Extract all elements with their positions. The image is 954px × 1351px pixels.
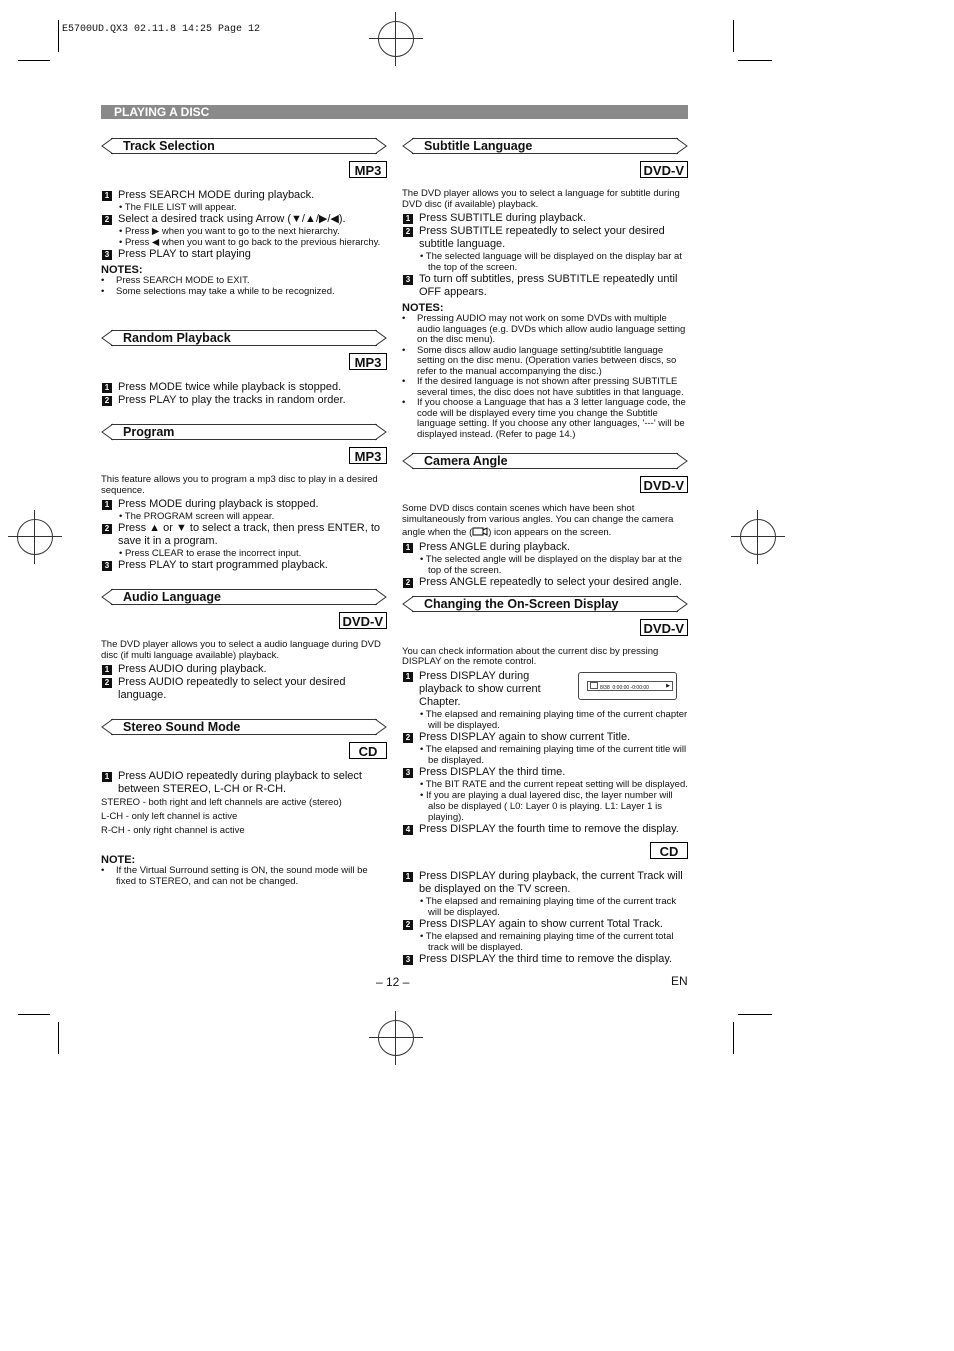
disc-type-badge: DVD-V: [640, 619, 688, 636]
note: • Some selections may take a while to be recognized.: [101, 285, 335, 297]
step: 3 Press DISPLAY the third time.: [402, 766, 688, 779]
section-header: [101, 137, 387, 155]
crop-mark: [18, 60, 50, 61]
notes-heading: NOTES:: [101, 264, 143, 276]
step: 4 Press DISPLAY the fourth time to remove the display.: [402, 823, 688, 836]
header-cap-icon: [676, 452, 688, 470]
section-header: [101, 423, 387, 441]
notes-heading: NOTE:: [101, 854, 136, 866]
step-detail: • The elapsed and remaining playing time of the current total track will be displayed.: [420, 930, 674, 953]
crop-mark: [738, 1014, 772, 1015]
step: 2 Press ▲ or ▼ to select a track, then press ENTER, to save it in a program.: [101, 522, 387, 548]
notes-heading: NOTES:: [402, 302, 444, 314]
step: 1 Press DISPLAY during playback to show current Chapter.: [402, 670, 569, 709]
disc-type-badge: DVD-V: [640, 476, 688, 493]
step: 2 Press ANGLE repeatedly to select your desired angle.: [402, 576, 688, 589]
step: 1 Press SUBTITLE during playback.: [402, 212, 688, 225]
section-header: [402, 137, 688, 155]
note: • Press SEARCH MODE to EXIT.: [101, 275, 250, 286]
registration-mark-icon: [740, 519, 776, 555]
step: 3 Press PLAY to start programmed playback.: [101, 559, 387, 572]
disc-type-badge: MP3: [349, 353, 387, 370]
disc-type-badge: DVD-V: [339, 612, 387, 629]
step-detail: • The PROGRAM screen will appear.: [119, 511, 275, 522]
registration-mark-icon: [378, 1020, 414, 1056]
step-detail: • Press ▶ when you want to go to the next hierarchy.: [119, 226, 340, 237]
step: 1 Press DISPLAY during playback, the current Track will be displayed on the TV screen.: [402, 870, 688, 896]
step: 1 Press SEARCH MODE during playback.: [101, 189, 387, 202]
header-cap-icon: [676, 595, 688, 613]
section-cd-display: [402, 842, 688, 966]
print-id: E5700UD.QX3 02.11.8 14:25 Page 12: [62, 24, 261, 35]
note: • If the desired language is not shown after pressing SUBTITLE several times, the disc does not have subtitles in that language.: [402, 376, 684, 398]
page-number: – 12 –: [376, 975, 410, 989]
section-header: [101, 718, 387, 736]
camera-angle-icon: [472, 525, 488, 536]
section-program: [101, 423, 387, 572]
header-cap-icon: [375, 718, 387, 736]
step-detail: • The BIT RATE and the current repeat setting will be displayed.: [420, 778, 688, 790]
crop-mark: [18, 1014, 50, 1015]
left-column: [101, 137, 387, 887]
note: • Pressing AUDIO may not work on some DVDs with multiple audio languages (e.g. DVDs which allow audio language setting on the disc menu).: [402, 313, 686, 345]
step: 2 Press SUBTITLE repeatedly to select your desired subtitle language.: [402, 225, 688, 251]
page-header: PLAYING A DISC: [101, 105, 688, 119]
disc-type-badge: DVD-V: [640, 161, 688, 178]
disc-type-badge: MP3: [349, 447, 387, 464]
crop-mark: [733, 1022, 734, 1054]
section-title: Camera Angle: [424, 454, 508, 468]
section-on-screen-display: [402, 595, 688, 836]
section-header: [101, 329, 387, 347]
step: 2 Press DISPLAY again to show current Title.: [402, 731, 688, 744]
step: 2 Press DISPLAY again to show current Total Track.: [402, 918, 688, 931]
note: • If the Virtual Surround setting is ON, the sound mode will be fixed to STEREO, and can not be changed.: [101, 865, 368, 887]
registration-mark-icon: [378, 21, 414, 57]
on-screen-display-illustration: 8/38 0:00:00 -0:00:00 ▶: [578, 672, 677, 700]
step: 3 Press DISPLAY the third time to remove the display.: [402, 953, 688, 966]
section-track-selection: [101, 137, 387, 297]
section-header: [101, 588, 387, 606]
step-detail: • The selected angle will be displayed on the display bar at the top of the screen.: [420, 553, 682, 576]
registration-mark-icon: [17, 519, 53, 555]
crop-mark: [58, 1022, 59, 1054]
step: 3 To turn off subtitles, press SUBTITLE repeatedly until OFF appears.: [402, 273, 688, 299]
step-detail: • The selected language will be displayed on the display bar at the top of the screen.: [420, 251, 682, 273]
section-header: [402, 595, 688, 613]
intro-text: The DVD player allows you to select a language for subtitle during DVD disc (if available) playback.: [402, 188, 680, 210]
step: 2 Press PLAY to play the tracks in random order.: [101, 394, 387, 407]
channel-info: STEREO - both right and left channels are active (stereo): [101, 797, 342, 808]
step: 3 Press PLAY to start playing: [101, 248, 387, 261]
section-title: Stereo Sound Mode: [123, 720, 241, 734]
section-audio-language: [101, 588, 387, 702]
step-detail: • The FILE LIST will appear.: [119, 202, 237, 213]
header-cap-icon: [375, 588, 387, 606]
section-title: Audio Language: [123, 590, 221, 604]
step: 1 Press ANGLE during playback.: [402, 541, 688, 554]
header-cap-icon: [375, 423, 387, 441]
step: 1 Press MODE during playback is stopped.: [101, 498, 387, 511]
right-column: [402, 137, 688, 966]
section-title: Changing the On-Screen Display: [424, 596, 619, 611]
section-camera-angle: [402, 452, 688, 589]
section-title: Track Selection: [123, 139, 215, 153]
header-cap-icon: [676, 137, 688, 155]
header-cap-icon: [375, 329, 387, 347]
step-detail: • The elapsed and remaining playing time of the current chapter will be displayed.: [420, 708, 688, 731]
step: 2 Select a desired track using Arrow (▼/▲/▶/◀).: [101, 213, 387, 226]
step: 2 Press AUDIO repeatedly to select your desired language.: [101, 676, 387, 702]
channel-info: L-CH - only left channel is active: [101, 811, 238, 822]
intro-text: This feature allows you to program a mp3 disc to play in a desired sequence.: [101, 474, 378, 496]
step: 1 Press AUDIO during playback.: [101, 663, 387, 676]
intro-text: Some DVD discs contain scenes which have been shot simultaneously from various angles. You can change the camera angle when the ( ) icon appears on the screen.: [402, 503, 674, 538]
disc-type-badge: MP3: [349, 161, 387, 178]
disc-type-badge: CD: [349, 742, 387, 759]
step-detail: • If you are playing a dual layered disc, the layer number will also be displayed ( L0: Layer 0 is playing. L1: Layer 1 is playing).: [420, 789, 673, 823]
header-cap-icon: [375, 137, 387, 155]
section-title: Subtitle Language: [424, 139, 533, 153]
section-header: [402, 452, 688, 470]
intro-text: You can check information about the current disc by pressing DISPLAY on the remote control.: [402, 645, 659, 667]
section-title: Program: [123, 425, 175, 439]
crop-mark: [738, 60, 772, 61]
crop-mark: [58, 20, 59, 52]
disc-type-badge: CD: [650, 842, 688, 859]
section-random-playback: [101, 329, 387, 407]
section-stereo-sound-mode: [101, 718, 387, 887]
step-detail: • The elapsed and remaining playing time of the current track will be displayed.: [420, 895, 677, 918]
language-code: EN: [671, 974, 688, 988]
crop-mark: [733, 20, 734, 52]
step-detail: • Press CLEAR to erase the incorrect input.: [119, 548, 302, 559]
section-title: Random Playback: [123, 331, 231, 345]
channel-info: R-CH - only right channel is active: [101, 825, 245, 836]
step: 1 Press AUDIO repeatedly during playback to select between STEREO, L-CH or R-CH.: [101, 770, 387, 796]
note: • Some discs allow audio language setting/subtitle language setting on the disc menu. (Operation varies between discs, so refer to the manual accompanying the disc.): [402, 344, 677, 377]
step-detail: • The elapsed and remaining playing time of the current title will be displayed.: [420, 743, 687, 766]
step: 1 Press MODE twice while playback is stopped.: [101, 381, 387, 394]
note: • If you choose a Language that has a 3 letter language code, the code will be displayed every time you change the Subtitle language setting. If you choose any other languages, '---' will be displayed instead. (Refer to page 14.): [402, 397, 686, 440]
step-detail: • Press ◀ when you want to go back to the previous hierarchy.: [119, 237, 381, 248]
intro-text: The DVD player allows you to select a audio language during DVD disc (if multi language available) playback.: [101, 639, 381, 661]
section-subtitle-language: [402, 137, 688, 440]
